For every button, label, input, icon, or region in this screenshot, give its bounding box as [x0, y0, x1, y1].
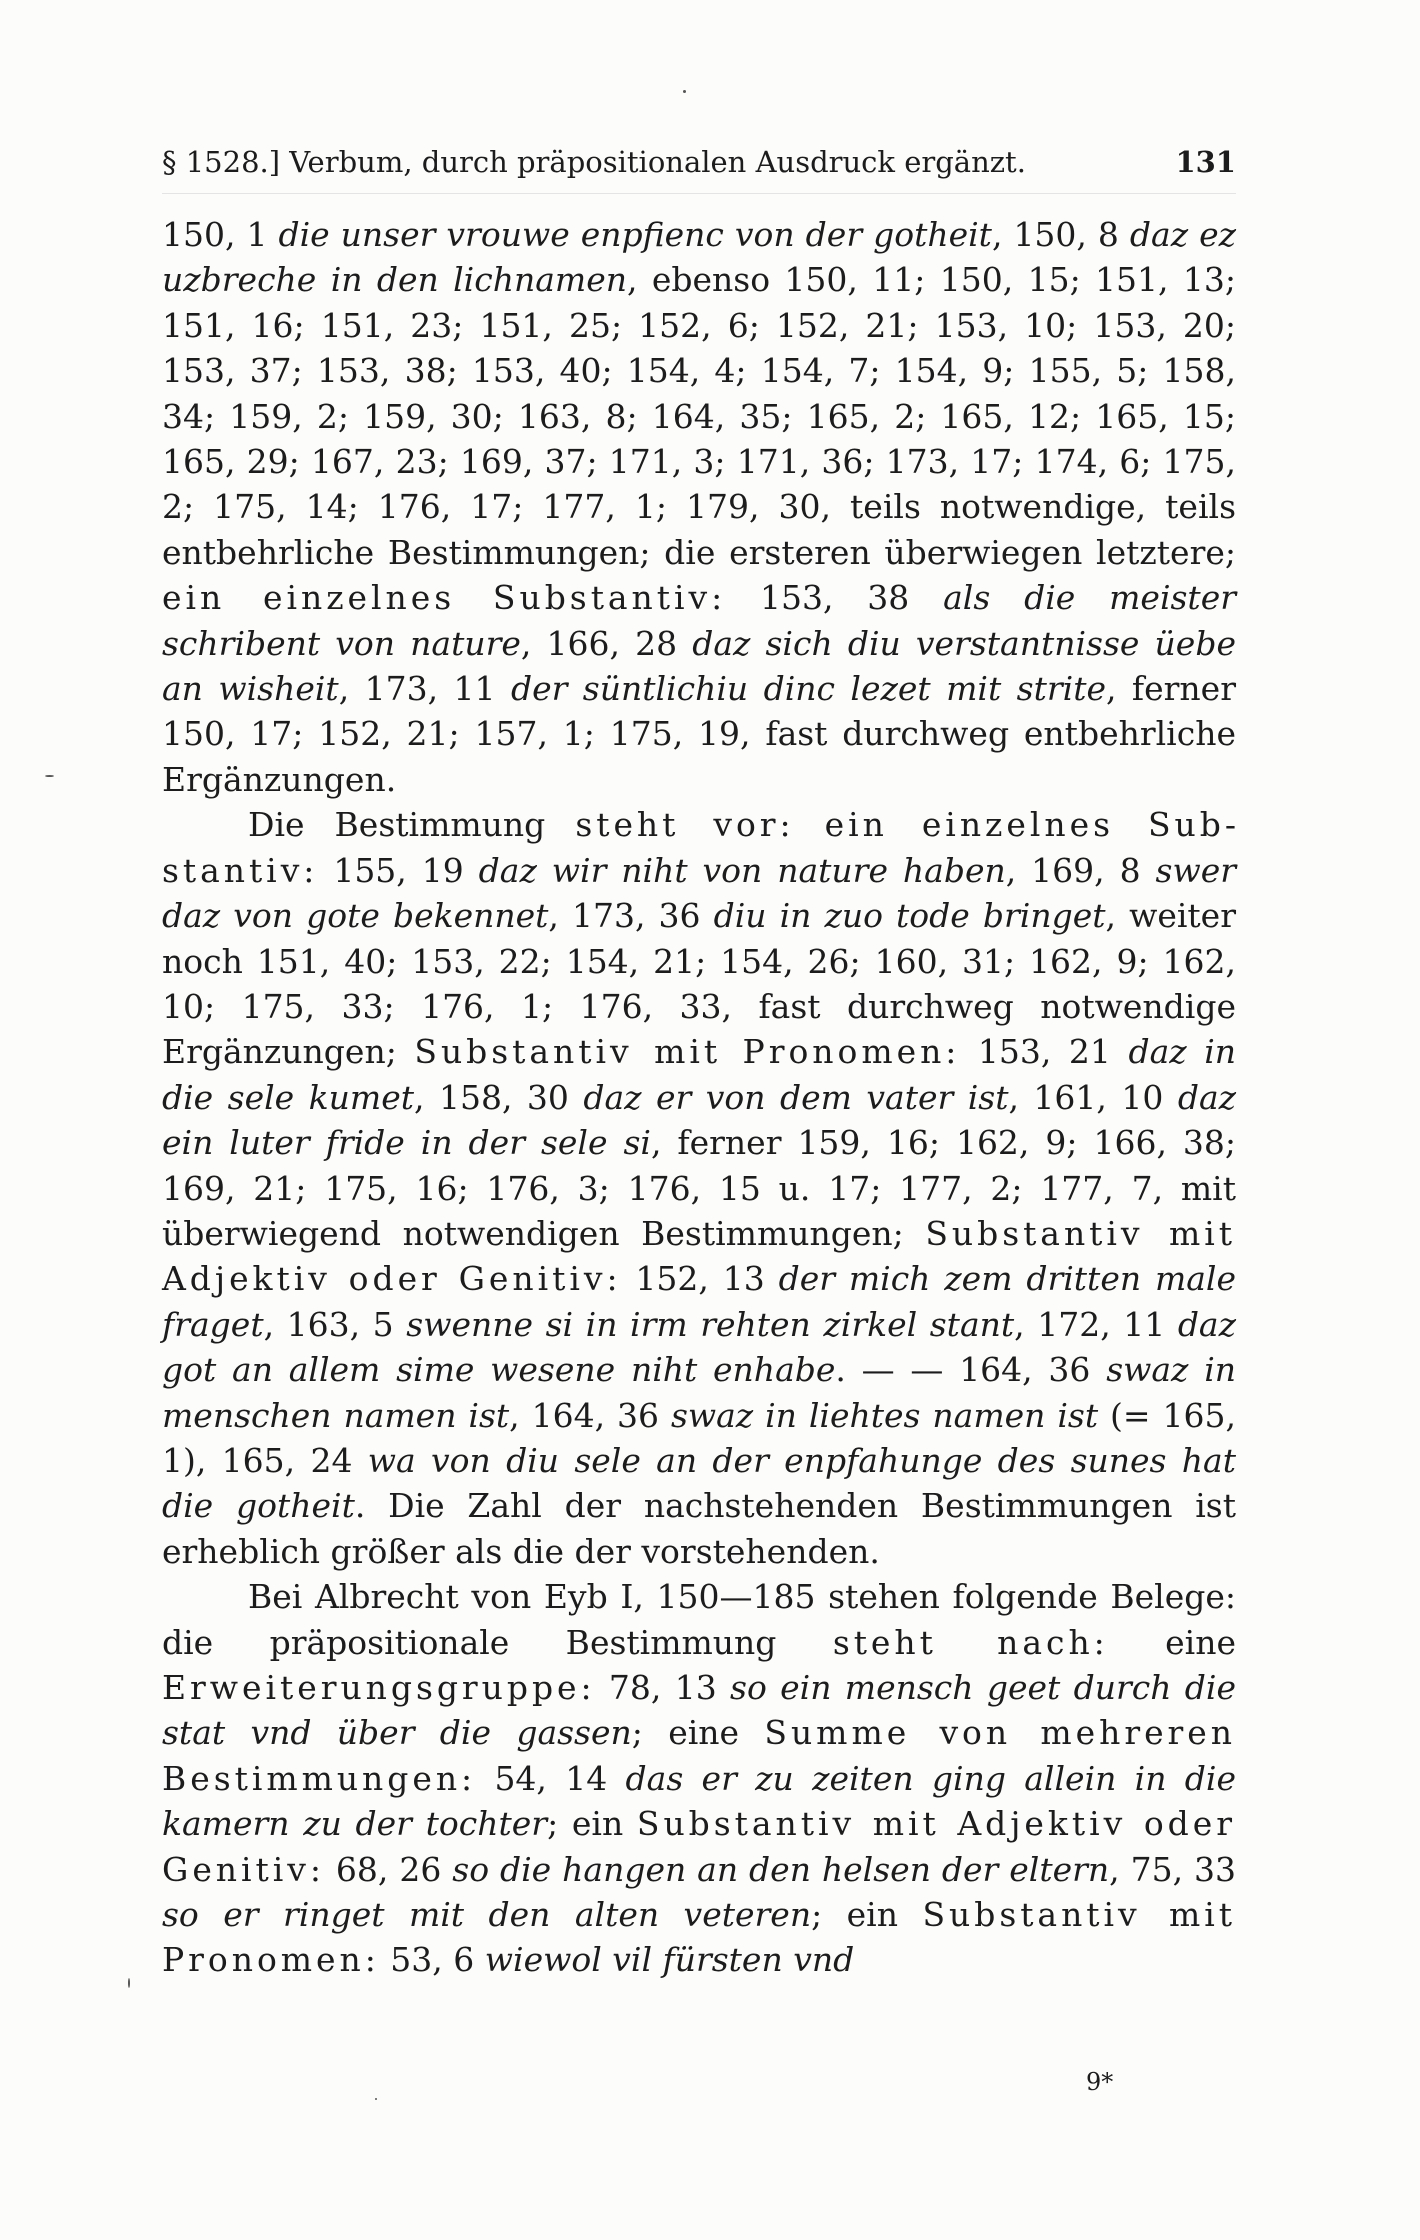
paragraph-1: [162, 212, 1236, 802]
text-run: , 163, 5: [263, 1304, 407, 1344]
text-run: 153, 38: [726, 578, 944, 618]
text-run: ; eine: [631, 1713, 765, 1753]
text-run: 155, 19: [318, 850, 479, 890]
middle-high-german-quote: daz wir niht von nature haben: [478, 850, 1006, 890]
text-run: , 164, 36: [509, 1395, 671, 1435]
text-run: ; ein: [811, 1895, 923, 1935]
spaced-term: steht vor:: [575, 805, 795, 845]
page-number: 131: [1175, 145, 1236, 179]
middle-high-german-quote: swenne si in irm rehten zirkel stant: [406, 1304, 1015, 1344]
middle-high-german-quote: daz sich diu verstantnisse üebe an wisheit: [162, 623, 1236, 709]
text-run: , ferner 159, 16; 162, 9; 166, 38; 169, 21; 175, 16; 176, 3; 176, 15 u. 17; 177, 2; 177, 7, mit überwiegend notwendigen Bestimmungen;: [162, 1123, 1236, 1253]
text-run: , 150, 8: [991, 215, 1130, 254]
spaced-term: ein einzelnes Substantiv:: [162, 578, 727, 618]
spaced-term: Erweiterungsgruppe:: [162, 1668, 596, 1707]
text-run: 150, 1: [162, 215, 279, 254]
middle-high-german-quote: daz ez uzbreche in den lichnamen: [162, 215, 1237, 300]
text-run: 78, 13: [595, 1668, 731, 1707]
spaced-term: Summe von mehreren Bestimmungen:: [162, 1713, 1236, 1798]
text-run: , 75, 33: [1109, 1849, 1236, 1889]
paragraph-3: [162, 1574, 1236, 1983]
text-run: , 158, 30: [414, 1077, 584, 1117]
text-run: , ferner 150, 17; 152, 21; 157, 1; 175, 19, fast durchweg entbehrliche Ergänzungen.: [162, 669, 1236, 799]
middle-high-german-quote: so er ringet mit den alten veteren: [162, 1895, 812, 1935]
middle-high-german-quote: swaz in liehtes namen ist: [670, 1395, 1099, 1435]
text-run: , 173, 36: [548, 896, 714, 936]
scan-speck: [683, 90, 686, 93]
text-run: . — — 164, 36: [835, 1350, 1107, 1390]
middle-high-german-quote: wa von diu sele an der enpfahunge des sunes hat die gotheit: [162, 1440, 1236, 1526]
section-title: § 1528.] Verbum, durch präpositionalen Ausdruck ergänzt.: [162, 145, 1026, 179]
text-run: , weiter noch 151, 40; 153, 22; 154, 21; 154, 26; 160, 31; 162, 9; 162, 10; 175, 33; 176, 1; 176, 33, fast durchweg notwendige Ergänzungen;: [162, 896, 1236, 1072]
text-run: , ebenso 150, 11; 150, 15; 151, 13; 151, 16; 151, 23; 151, 25; 152, 6; 152, 21; 153, 10; 153, 20; 153, 37; 153, 38; 153, 40; 154, 4; 154, 7; 154, 9; 155, 5; 158, 34; 159, 2; 159, 30; 163, 8; 164, 35; 165, 2; 165, 12; 165, 15; 165, 29; 167, 23; 169, 37; 171, 3; 171, 36; 173, 17; 174, 6; 175, 2; 175, 14; 176, 17; 177, 1; 179, 30, teils notwendige, teils entbehrliche Bestimmungen; die ersteren überwiegen letztere;: [162, 260, 1236, 572]
spaced-term: Substantiv mit Adjektiv oder Genitiv:: [162, 1213, 1236, 1299]
text-run: 68, 26: [324, 1849, 453, 1889]
middle-high-german-quote: so die hangen an den helsen der eltern: [452, 1849, 1110, 1889]
middle-high-german-quote: der süntlichiu dinc lezet mit strite: [510, 669, 1106, 709]
text-run: . Die Zahl der nachstehenden Bestimmungen ist erheblich größer als die der vorstehenden.: [162, 1486, 1236, 1571]
text-run: , 173, 11: [338, 669, 511, 709]
middle-high-german-quote: daz er von dem vater ist: [583, 1077, 1009, 1117]
text-run: 53, 6: [379, 1940, 485, 1980]
text-run: 54, 14: [476, 1758, 626, 1798]
text-run: ; ein: [547, 1804, 637, 1844]
text-run: , 166, 28: [520, 623, 693, 663]
spaced-term: Substantiv mit Pronomen:: [414, 1032, 961, 1072]
middle-high-german-quote: swaz in menschen namen ist: [162, 1350, 1237, 1435]
printer-signature: 9*: [1086, 2068, 1114, 2096]
middle-high-german-quote: so ein mensch geet durch die stat vnd über die gassen: [162, 1668, 1236, 1753]
text-run: 152, 13: [621, 1259, 779, 1299]
spaced-term: Substantiv mit Adjektiv oder Genitiv:: [162, 1804, 1236, 1889]
middle-high-german-quote: diu in zuo tode bringet: [713, 896, 1106, 936]
text-run: eine: [1108, 1622, 1236, 1662]
middle-high-german-quote: daz ein luter fride in der sele si: [162, 1077, 1237, 1163]
text-run: , 172, 11: [1014, 1304, 1178, 1344]
scan-speck: [128, 1978, 130, 1988]
spaced-term: Substantiv mit Pronomen:: [162, 1895, 1237, 1980]
middle-high-german-quote: die unser vrouwe enpfienc von der gotheit: [278, 215, 992, 254]
scan-speck: [375, 2098, 377, 2100]
text-run: , 161, 10: [1008, 1077, 1178, 1117]
middle-high-german-quote: als die meister schribent von nature: [162, 578, 1236, 663]
middle-high-german-quote: daz in die sele kumet: [162, 1032, 1237, 1117]
text-run: (= 165, 1), 165, 24: [162, 1395, 1236, 1480]
text-run: Die Bestimmung: [248, 805, 576, 845]
middle-high-german-quote: daz got an allem sime wesene niht enhabe: [162, 1304, 1236, 1390]
scan-speck: [45, 775, 54, 777]
spaced-term: ein einzelnes Substantiv:: [162, 805, 1236, 890]
middle-high-german-quote: swer daz von gote bekennet: [162, 850, 1237, 936]
paragraph-2: [162, 802, 1236, 1574]
spaced-term: steht nach:: [832, 1622, 1109, 1662]
running-head: [162, 145, 1236, 194]
text-run: Bei Albrecht von Eyb I, 150—185 stehen folgende Belege: die präpositionale Bestimmung: [162, 1577, 1236, 1662]
text-run: , 169, 8: [1005, 850, 1156, 890]
body-text: [162, 212, 1236, 1983]
middle-high-german-quote: wiewol vil fürsten vnd: [484, 1940, 855, 1980]
text-run: 153, 21: [960, 1032, 1129, 1072]
text-run: [795, 805, 825, 844]
middle-high-german-quote: der mich zem dritten male fraget: [162, 1259, 1236, 1344]
middle-high-german-quote: das er zu zeiten ging allein in die kamern zu der tochter: [162, 1758, 1236, 1844]
